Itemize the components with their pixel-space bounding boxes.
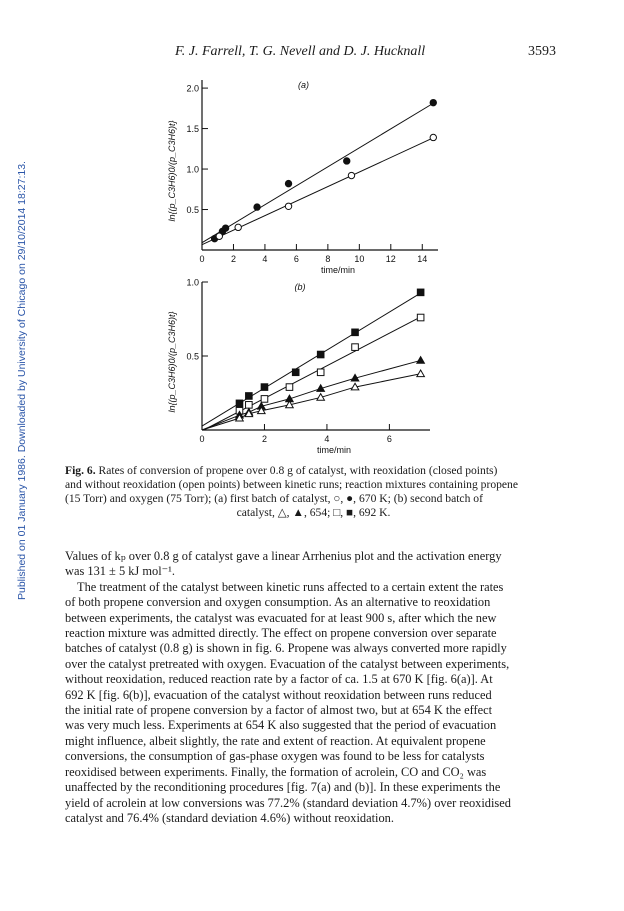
paragraph-1 [65, 549, 562, 580]
text-line: without reoxidation, reduced reaction rate by a factor of ca. 1.5 at 670 K [fig. 6(a)]. At [65, 672, 493, 687]
x-tick-label: 4 [262, 254, 268, 264]
x-tick-label: 12 [385, 254, 396, 264]
text-line: was very much less. Experiments at 654 K also suggested that the period of evacuation [65, 718, 497, 733]
y-axis-label: ln{(p_C3H6)0/(p_C3H6)t} [167, 311, 177, 413]
text-line: between experiments, the catalyst was evacuated for at least 900 s, after which the new [65, 610, 497, 625]
caption-line: catalyst, △, ▲, 654; □, ■, 692 K. [236, 506, 391, 519]
x-tick-label: 2 [230, 254, 236, 264]
fit-line [202, 374, 421, 430]
caption-line: Rates of conversion of propene over 0.8 g of catalyst, with reoxidation (closed points) [98, 464, 498, 477]
x-tick-label: 4 [324, 434, 330, 444]
figure-caption [65, 464, 562, 520]
running-header-authors: F. J. Farrell, T. G. Nevell and D. J. Hucknall [175, 44, 426, 59]
data-point [261, 396, 268, 403]
y-tick-label: 1.0 [186, 277, 199, 288]
data-point [286, 384, 293, 391]
x-tick-label: 0 [199, 254, 205, 264]
page-number: 3593 [528, 44, 556, 59]
x-tick-label: 10 [354, 254, 365, 264]
panel-label: (a) [297, 80, 309, 90]
text-line: might influence, albeit slightly, the rate and extent of reaction. At equivalent propene [65, 733, 486, 748]
x-tick-label: 0 [199, 434, 205, 444]
data-point [417, 289, 424, 296]
data-point [352, 344, 359, 351]
text-line: Values of kₚ over 0.8 g of catalyst gave a linear Arrhenius plot and the activation energy [65, 549, 502, 563]
y-tick-label: 1.5 [186, 124, 199, 135]
figure-label: Fig. 6. [65, 464, 96, 477]
download-watermark-text: Published on 01 January 1986. Downloaded by University of Chicago on 29/10/2014 18:27:13. [16, 161, 28, 600]
x-tick-label: 14 [417, 254, 428, 264]
text-line: 692 K [fig. 6(b)], evacuation of the catalyst without reoxidation between runs reduced [65, 687, 492, 702]
data-point [261, 384, 268, 391]
data-point [417, 370, 425, 377]
x-tick-label: 8 [325, 254, 331, 264]
data-point [246, 402, 253, 409]
y-tick-label: 1.0 [186, 164, 199, 175]
data-point [417, 314, 424, 321]
x-axis-label: time/min [316, 445, 352, 455]
data-point [317, 369, 324, 376]
text-line: over the catalyst pretreated with oxygen. Evacuation of the catalyst between experiments, [65, 656, 510, 671]
text-line: of both propene conversion and oxygen consumption. As an alternative to reoxidation [65, 595, 491, 610]
y-axis-label: ln{(p_C3H6)0/(p_C3H6)t} [167, 120, 177, 222]
y-tick-label: 2.0 [186, 83, 199, 94]
data-point [417, 357, 425, 364]
y-tick-label: 0.5 [186, 205, 199, 216]
text-line: was 131 ± 5 kJ mol⁻¹. [65, 564, 175, 579]
panel-label: (b) [294, 282, 306, 292]
text-line: unaffected by the reconditioning procedures [fig. 7(a) and (b)]. In these experiments the [65, 780, 501, 795]
caption-line: and without reoxidation (open points) between kinetic runs; reaction mixtures containing propene [65, 478, 518, 491]
x-tick-label: 6 [386, 434, 392, 444]
text-line: conversions, the consumption of gas-phase oxygen was found to be less for catalysts [65, 749, 485, 764]
text-line: catalyst and 76.4% (standard deviation 4.6%) without reoxidation. [65, 810, 394, 825]
paragraph-2 [65, 580, 562, 827]
x-axis-label: time/min [320, 265, 356, 275]
fit-line [202, 293, 421, 426]
data-point [236, 400, 243, 407]
x-tick-label: 6 [293, 254, 299, 264]
data-point [352, 329, 359, 336]
data-point [317, 351, 324, 358]
text-line: the initial rate of propene conversion by a factor of almost two, but at 654 K the effect [65, 703, 493, 718]
caption-line: (15 Torr) and oxygen (75 Torr); (a) first batch of catalyst, ○, ●, 670 K; (b) second batch of [65, 492, 483, 505]
text-line: batches of catalyst (0.8 g) is shown in fig. 6. Propene was always converted more rapidly [65, 641, 507, 656]
body-text [65, 549, 562, 826]
text-line: reaction mixture was admitted directly. The effect on propene conversion over separate [65, 626, 497, 641]
data-point [292, 369, 299, 376]
y-tick-label: 0.5 [186, 351, 199, 362]
x-tick-label: 2 [261, 434, 267, 444]
data-point [246, 393, 253, 400]
text-line: yield of acrolein at low conversions was 77.2% (standard deviation 4.7%) over reoxidised [65, 795, 511, 810]
text-line: The treatment of the catalyst between kinetic runs affected to a certain extent the rates [77, 579, 504, 594]
text-line: reoxidised between experiments. Finally, the formation of acrolein, CO and CO₂ was [65, 764, 487, 779]
